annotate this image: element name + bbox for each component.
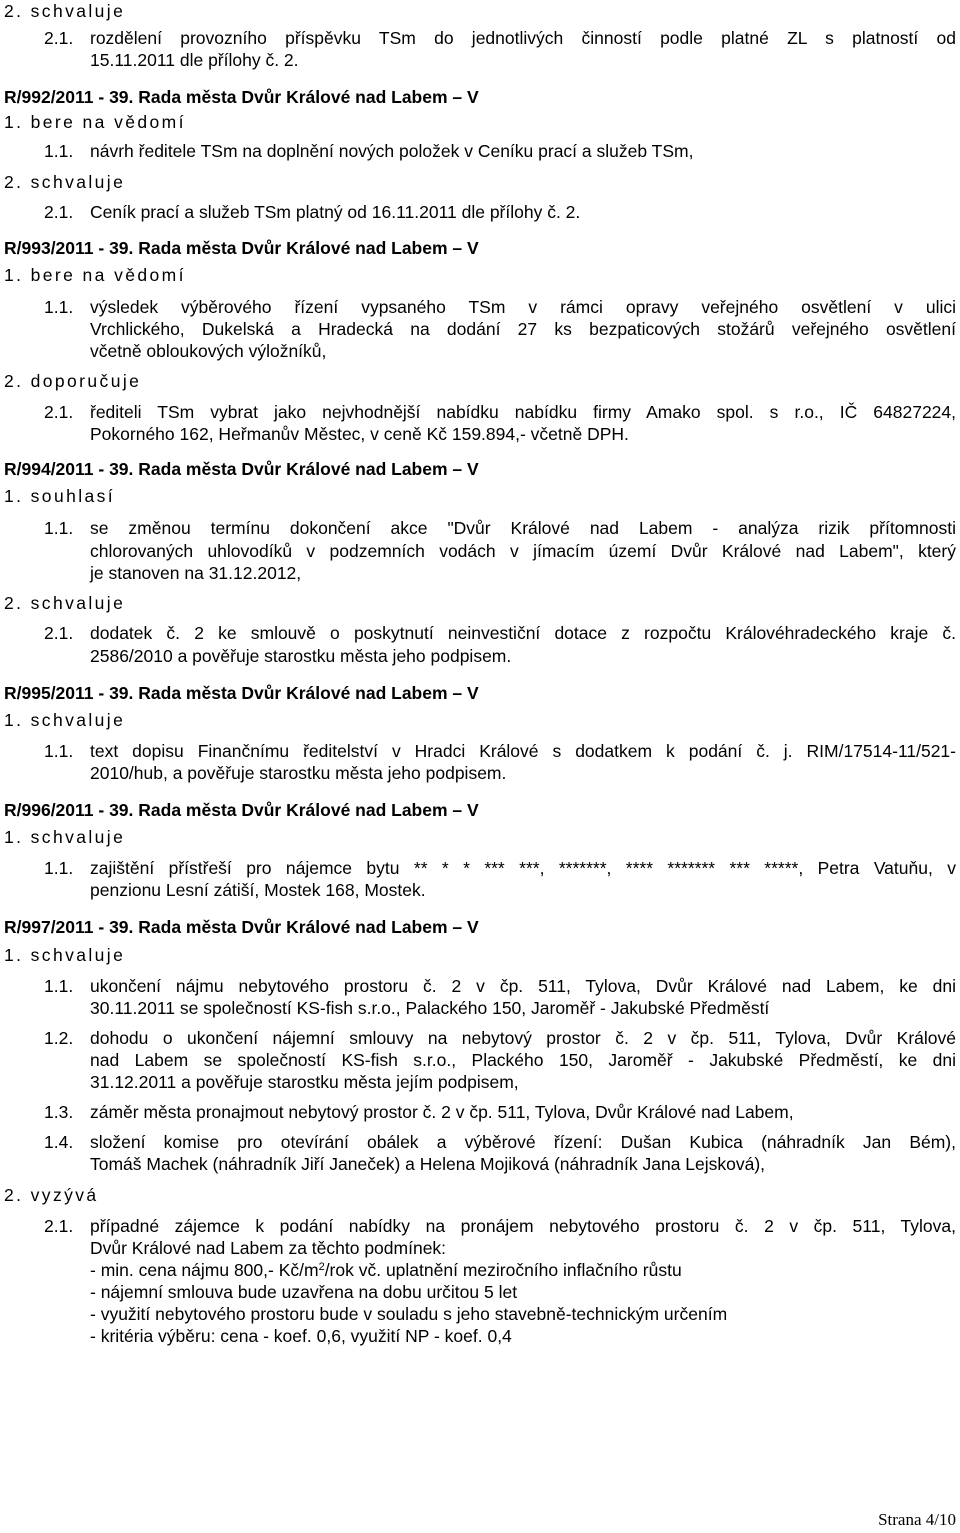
- text-line: výsledek výběrového řízení vypsaného TSm v rámci opravy veřejného osvětlení v ulici: [90, 297, 956, 317]
- item-number: 2.1.: [44, 1216, 74, 1236]
- text-line: Ceník prací a služeb TSm platný od 16.11.2011 dle přílohy č. 2.: [90, 202, 581, 222]
- item-number: 2.1.: [44, 28, 74, 48]
- text-line: - využití nebytového prostoru bude v souladu s jeho stavebně-technickým určením: [90, 1304, 728, 1324]
- text-line: text dopisu Finančnímu ředitelství v Hradci Králové s dodatkem k podání č. j. RIM/17514-11/521-: [90, 741, 956, 761]
- text-line: Tomáš Machek (náhradník Jiří Janeček) a Helena Mojiková (náhradník Jana Lejsková),: [90, 1154, 766, 1174]
- item-number: 2.1.: [44, 402, 74, 422]
- section-verb: 2. doporučuje: [4, 371, 142, 391]
- section-verb: 1. schvaluje: [4, 945, 126, 965]
- text-line: se změnou termínu dokončení akce "Dvůr Králové nad Labem - analýza rizik přítomnosti: [90, 518, 956, 538]
- section-verb: 2. schvaluje: [4, 172, 126, 192]
- text-line: řediteli TSm vybrat jako nejvhodnější nabídku nabídku firmy Amako spol. s r.o., IČ 64827224,: [90, 402, 956, 422]
- page-number: Strana 4/10: [878, 1510, 956, 1529]
- item-number: 1.3.: [44, 1102, 74, 1122]
- item-number: 1.1.: [44, 741, 74, 761]
- text-line: návrh ředitele TSm na doplnění nových položek v Ceníku prací a služeb TSm,: [90, 141, 694, 161]
- resolution-heading: R/997/2011 - 39. Rada města Dvůr Králové nad Labem – V: [4, 917, 479, 937]
- resolution-heading: R/993/2011 - 39. Rada města Dvůr Králové nad Labem – V: [4, 238, 479, 258]
- item-number: 1.4.: [44, 1132, 74, 1152]
- text-line: Vrchlického, Dukelská a Hradecká na dodání 27 ks bezpaticových stožárů veřejného osvětlení: [90, 319, 956, 339]
- text-line: Pokorného 162, Heřmanův Městec, v ceně Kč 159.894,- včetně DPH.: [90, 424, 629, 444]
- section-verb: 1. bere na vědomí: [4, 265, 186, 285]
- text-line: - nájemní smlouva bude uzavřena na dobu určitou 5 let: [90, 1282, 518, 1302]
- section-verb: 1. schvaluje: [4, 827, 126, 847]
- item-number: 1.2.: [44, 1028, 74, 1048]
- section-verb: 2. schvaluje: [4, 1, 126, 21]
- section-verb: 1. schvaluje: [4, 710, 126, 730]
- text-line: - min. cena nájmu 800,- $Kč/m^2$/rok vč. uplatnění meziročního inflačního růstu: [90, 1260, 682, 1280]
- text-line: záměr města pronajmout nebytový prostor č. 2 v čp. 511, Tylova, Dvůr Králové nad Labem,: [90, 1102, 794, 1122]
- section-verb: 1. souhlasí: [4, 486, 116, 506]
- item-number: 1.1.: [44, 858, 74, 878]
- text-line: 30.11.2011 se společností KS-fish s.r.o., Palackého 150, Jaroměř - Jakubské Předměstí: [90, 998, 770, 1018]
- text-line: ukončení nájmu nebytového prostoru č. 2 v čp. 511, Tylova, Dvůr Králové nad Labem, ke dni: [90, 976, 956, 996]
- resolution-heading: R/996/2011 - 39. Rada města Dvůr Králové nad Labem – V: [4, 800, 479, 820]
- text-line: dodatek č. 2 ke smlouvě o poskytnutí neinvestiční dotace z rozpočtu Královéhradeckého kraje č.: [90, 623, 956, 643]
- item-number: 2.1.: [44, 202, 74, 222]
- resolution-heading: R/992/2011 - 39. Rada města Dvůr Králové nad Labem – V: [4, 87, 479, 107]
- text-line: zajištění přístřeší pro nájemce bytu ** * * *** ***, *******, **** ******* *** *****, Petra Vatuňu, v: [90, 858, 956, 878]
- item-number: 1.1.: [44, 976, 74, 996]
- section-verb: 2. vyzývá: [4, 1185, 99, 1205]
- item-number: 1.1.: [44, 518, 74, 538]
- text-line: 31.12.2011 a pověřuje starostku města jejím podpisem,: [90, 1072, 519, 1092]
- text-line: složení komise pro otevírání obálek a výběrové řízení: Dušan Kubica (náhradník Jan Bém),: [90, 1132, 956, 1152]
- item-number: 2.1.: [44, 623, 74, 643]
- text-line: včetně obloukových výložníků,: [90, 341, 327, 361]
- text-line: 2010/hub, a pověřuje starostku města jeho podpisem.: [90, 763, 507, 783]
- text-line: chlorovaných uhlovodíků v podzemních vodách v jímacím území Dvůr Králové nad Labem", který: [90, 541, 956, 561]
- item-number: 1.1.: [44, 297, 74, 317]
- section-verb: 1. bere na vědomí: [4, 112, 186, 132]
- resolution-heading: R/995/2011 - 39. Rada města Dvůr Králové nad Labem – V: [4, 683, 479, 703]
- text-line: - kritéria výběru: cena - koef. 0,6, využití NP - koef. 0,4: [90, 1326, 512, 1346]
- resolution-heading: R/994/2011 - 39. Rada města Dvůr Králové nad Labem – V: [4, 459, 479, 479]
- text-line: 15.11.2011 dle přílohy č. 2.: [90, 50, 299, 70]
- text-line: 2586/2010 a pověřuje starostku města jeho podpisem.: [90, 646, 512, 666]
- text-line: je stanoven na 31.12.2012,: [90, 563, 302, 583]
- text-line: penzionu Lesní zátiší, Mostek 168, Mostek.: [90, 880, 426, 900]
- text-line: nad Labem se společností KS-fish s.r.o., Plackého 150, Jaroměř - Jakubské Předměstí, ke dni: [90, 1050, 956, 1070]
- section-verb: 2. schvaluje: [4, 593, 126, 613]
- item-number: 1.1.: [44, 141, 74, 161]
- text-line: rozdělení provozního příspěvku TSm do jednotlivých činností podle platné ZL s platností od: [90, 28, 956, 48]
- text-line: případné zájemce k podání nabídky na pronájem nebytového prostoru č. 2 v čp. 511, Tylova,: [90, 1216, 956, 1236]
- text-line: dohodu o ukončení nájemní smlouvy na nebytový prostor č. 2 v čp. 511, Tylova, Dvůr Králové: [90, 1028, 956, 1048]
- text-line: Dvůr Králové nad Labem za těchto podmínek:: [90, 1238, 447, 1258]
